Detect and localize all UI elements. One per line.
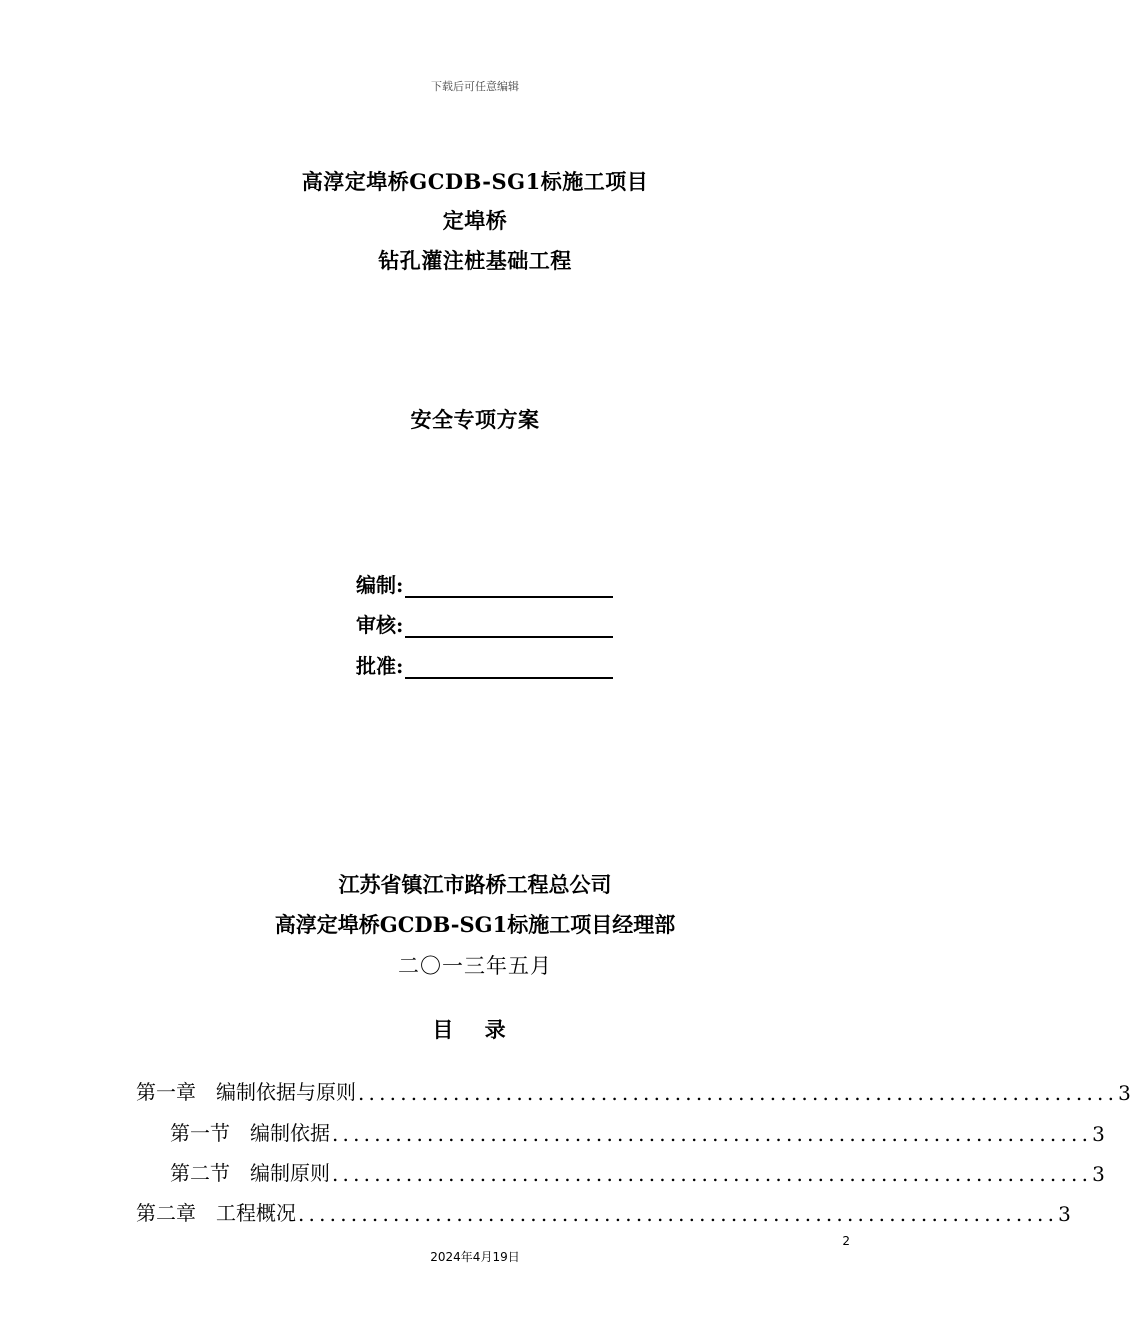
cover-title-line-1: 高淳定埠桥GCDB-SG1标施工项目 — [301, 169, 649, 194]
toc-entry-label: 第一节 编制依据 — [170, 1121, 330, 1145]
project-department-name: 高淳定埠桥GCDB-SG1标施工项目经理部 — [274, 912, 676, 937]
toc-dot-leader: ........................................................................ — [332, 1122, 1093, 1146]
footer-date: 2024年4月19日 — [430, 1250, 520, 1264]
toc-dot-leader: ........................................................................ — [358, 1081, 1119, 1105]
cover-title-line-3: 钻孔灌注桩基础工程 — [378, 248, 572, 273]
signature-label-approved: 批准: — [356, 654, 404, 678]
signature-label-reviewed: 审核: — [356, 613, 404, 637]
document-type-title: 安全专项方案 — [410, 407, 540, 432]
signature-row-reviewed — [356, 610, 613, 638]
toc-dot-leader: ........................................................................ — [332, 1162, 1093, 1186]
toc-entry[interactable] — [136, 1075, 1131, 1105]
signature-label-compiled: 编制: — [356, 573, 404, 597]
toc-entry-label: 第二章 工程概况 — [136, 1201, 296, 1225]
signature-line-compiled — [405, 572, 613, 598]
signature-row-compiled — [356, 570, 613, 598]
cover-date: 二〇一三年五月 — [398, 954, 552, 978]
toc-entry-page: 3 — [1058, 1202, 1071, 1226]
toc-entry-page: 3 — [1118, 1081, 1131, 1105]
page-number: 2 — [842, 1234, 850, 1248]
toc-entry[interactable] — [170, 1116, 1105, 1146]
toc-entry[interactable] — [170, 1156, 1105, 1186]
toc-entry[interactable] — [136, 1196, 1071, 1226]
header-note: 下载后可任意编辑 — [431, 80, 519, 93]
toc-entry-label: 第二节 编制原则 — [170, 1161, 330, 1185]
toc-entry-label: 第一章 编制依据与原则 — [136, 1080, 356, 1104]
toc-dot-leader: ........................................................................ — [298, 1202, 1059, 1226]
toc-entry-page: 3 — [1092, 1162, 1105, 1186]
toc-title: 目 录 — [432, 1017, 518, 1042]
company-name: 江苏省镇江市路桥工程总公司 — [338, 872, 612, 897]
signature-row-approved — [356, 651, 613, 679]
signature-line-approved — [405, 653, 613, 679]
cover-title-line-2: 定埠桥 — [442, 208, 508, 233]
signature-line-reviewed — [405, 612, 613, 638]
toc-entry-page: 3 — [1092, 1122, 1105, 1146]
